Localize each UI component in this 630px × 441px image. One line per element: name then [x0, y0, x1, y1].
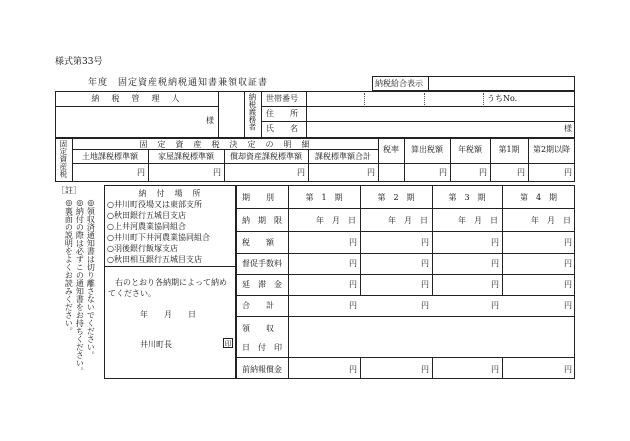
- yen-fee-4: 円: [564, 259, 572, 268]
- payment-place-5: ○羽後銀行飯塚支店: [107, 244, 178, 253]
- payment-place-4: ○井川町下井河農業協同組合: [107, 233, 210, 242]
- yen-land: 円: [137, 168, 145, 177]
- yen-fee-2: 円: [421, 259, 429, 268]
- details-header: 固 定 資 産 税 決 定 の 明 細: [139, 140, 311, 149]
- yen-total-3: 円: [491, 301, 499, 310]
- deadline-2: 年 月 日: [388, 216, 428, 225]
- uchi-no-label: うちNo.: [487, 94, 518, 103]
- taxpayer-manager-label: 納 税 管 理 人: [91, 94, 182, 103]
- yen-late-3: 円: [491, 280, 499, 289]
- note-1: ◎領収済通知書は切り離さないでください。: [86, 198, 96, 359]
- taxpayer-vertical-label: 納税義務者: [247, 93, 257, 131]
- page-title: 年度 固定資産税納税通知書兼領収証書: [88, 78, 269, 88]
- yen-fee-1: 円: [349, 259, 357, 268]
- yen-prepay-1: 円: [349, 365, 357, 374]
- period-4: 第 4 期: [519, 193, 558, 202]
- fixed-tax-vertical-label: 固定資産税: [58, 140, 68, 178]
- col-land: 土地課税標準額: [82, 152, 138, 161]
- yen-tax-4: 円: [564, 238, 572, 247]
- yen-total-2: 円: [421, 301, 429, 310]
- tax-amount-label: 税 額: [242, 238, 274, 247]
- col-house: 家屋課税標準額: [158, 152, 214, 161]
- late-label: 延 滞 金: [242, 280, 282, 289]
- fee-label: 督促手数料: [242, 259, 282, 268]
- period-2: 第 2 期: [377, 193, 415, 202]
- paid-display-label: 納税給合表示: [375, 79, 423, 88]
- name-label: 氏 名: [266, 124, 298, 133]
- note-3: ◎裏面の説明をよくお読みください。: [64, 198, 74, 335]
- period-table: [236, 185, 575, 379]
- yen-prepay-2: 円: [421, 365, 429, 374]
- prepay-label: 前納報償金: [242, 365, 282, 374]
- mayor-label: 井川町長: [140, 340, 172, 349]
- yen-tax-3: 円: [491, 238, 499, 247]
- payment-places-label: 納 付 場 所: [138, 189, 202, 198]
- yen-annual: 円: [479, 168, 487, 177]
- manager-sama: 様: [206, 116, 214, 125]
- yen-computed: 円: [439, 168, 447, 177]
- total-label: 合 計: [242, 301, 274, 310]
- form-number: 様式第33号: [55, 57, 103, 67]
- col-total: 課税標準額合計: [315, 152, 371, 161]
- yen-period1: 円: [517, 168, 525, 177]
- deadline-1: 年 月 日: [316, 216, 356, 225]
- taxpayer-sama: 様: [564, 124, 572, 133]
- yen-late-4: 円: [564, 280, 572, 289]
- col-depreciable: 償却資産課税標準額: [230, 152, 302, 161]
- deadline-label: 納 期 限: [242, 216, 282, 225]
- yen-total-4: 円: [564, 301, 572, 310]
- yen-fee-3: 円: [491, 259, 499, 268]
- yen-late-2: 円: [421, 280, 429, 289]
- setai-label: 世帯番号: [266, 94, 298, 103]
- receipt-date-label: 日 付 印: [242, 343, 282, 352]
- yen-tax-2: 円: [421, 238, 429, 247]
- deadline-4: 年 月 日: [531, 216, 571, 225]
- issue-date: 年 月 日: [140, 310, 196, 319]
- period-1: 第 1 期: [305, 193, 343, 202]
- payment-place-3: ○上井河農業協同組合: [107, 222, 186, 231]
- yen-tax-1: 円: [349, 238, 357, 247]
- period-3: 第 3 期: [448, 193, 486, 202]
- mayor-seal: 印: [224, 340, 232, 348]
- col-rate: 税率: [383, 145, 399, 154]
- notes-label: ［註］: [57, 186, 81, 195]
- yen-late-1: 円: [349, 280, 357, 289]
- yen-total: 円: [367, 168, 375, 177]
- col-computed: 算出税額: [411, 145, 443, 154]
- col-period2: 第2期以降: [532, 145, 571, 154]
- deadline-3: 年 月 日: [458, 216, 498, 225]
- receipt-text-line2: てください。: [108, 289, 156, 298]
- col-period1: 第1期: [498, 145, 520, 154]
- address-label: 住 所: [266, 109, 298, 118]
- yen-prepay-4: 円: [564, 365, 572, 374]
- yen-period2: 円: [564, 168, 572, 177]
- yen-depreciable: 円: [297, 168, 305, 177]
- payment-place-2: ○秋田銀行五城目支店: [107, 211, 186, 220]
- yen-prepay-3: 円: [491, 365, 499, 374]
- receipt-label: 領 収: [242, 324, 274, 333]
- receipt-text-line1: 右のとおり各納期によって納め: [115, 278, 227, 287]
- payment-place-6: ○秋田相互銀行五城目支店: [107, 255, 202, 264]
- period-label: 期 別: [242, 193, 274, 202]
- yen-total-1: 円: [349, 301, 357, 310]
- payment-place-1: ○井川町役場又は東部支所: [107, 200, 202, 209]
- col-annual: 年税額: [458, 145, 482, 154]
- yen-house: 円: [213, 168, 221, 177]
- note-2: ◎納付の際は必ずこの通知書をお持ちください。: [75, 198, 85, 375]
